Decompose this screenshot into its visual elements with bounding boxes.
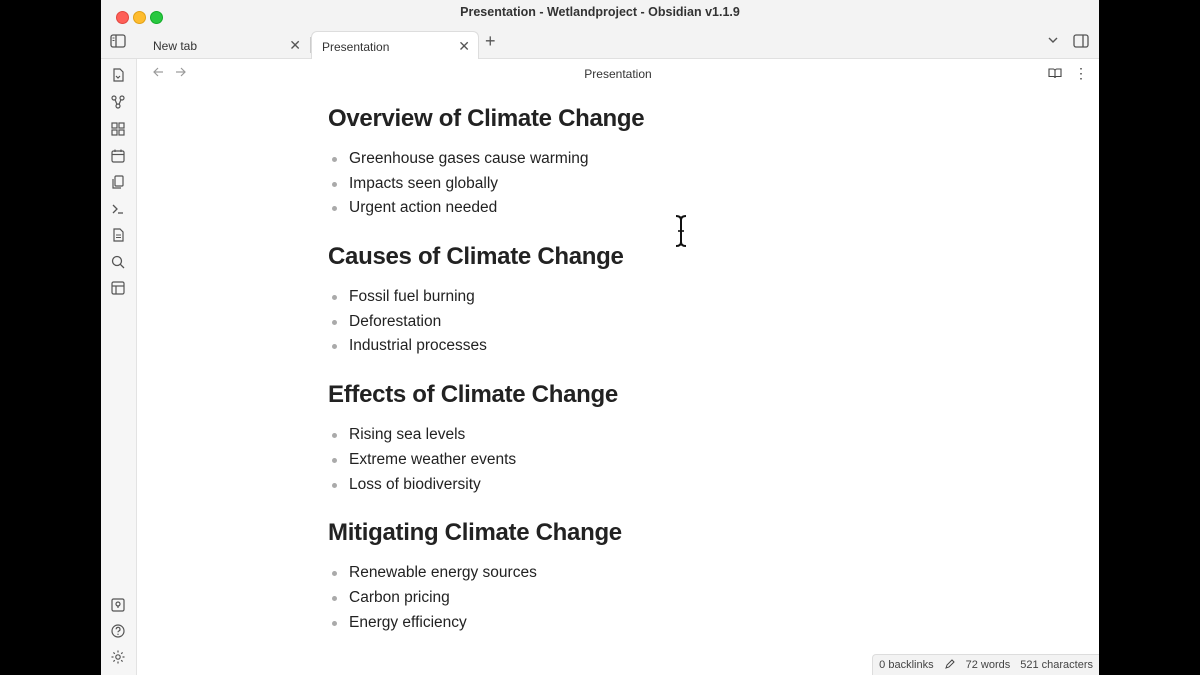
more-options-icon[interactable]: ⋮ xyxy=(1074,65,1088,81)
search-icon[interactable] xyxy=(110,254,126,270)
list-item xyxy=(328,147,928,172)
title-bar xyxy=(101,0,1099,28)
tab-bar xyxy=(101,28,1099,59)
tab-presentation[interactable] xyxy=(311,31,479,59)
pencil-edit-icon[interactable] xyxy=(944,658,956,673)
toggle-right-sidebar-icon[interactable] xyxy=(1073,34,1089,53)
tab-list-chevron-down-icon[interactable] xyxy=(1047,34,1059,49)
list-item-text: Carbon pricing xyxy=(349,588,450,606)
section xyxy=(328,519,928,635)
heading: Causes of Climate Change xyxy=(328,243,624,271)
graph-view-icon[interactable] xyxy=(110,94,126,110)
bullet-dot xyxy=(332,571,337,576)
list-item xyxy=(328,334,928,359)
list-item xyxy=(328,611,928,636)
word-count: 72 words xyxy=(965,659,1011,671)
bullet-list xyxy=(328,147,928,221)
list-item-text: Renewable energy sources xyxy=(349,564,537,582)
command-palette-icon[interactable] xyxy=(110,201,126,217)
list-item-text: Rising sea levels xyxy=(349,426,466,444)
list-item xyxy=(328,561,928,586)
list-item xyxy=(328,586,928,611)
document-content[interactable] xyxy=(328,105,928,657)
navigate-forward-icon[interactable] xyxy=(175,65,187,81)
list-item xyxy=(328,310,928,335)
heading: Overview of Climate Change xyxy=(328,105,645,132)
window-title: Presentation - Wetlandproject - Obsidian v1.1.9 xyxy=(460,5,740,19)
daily-note-icon[interactable] xyxy=(110,148,126,164)
status-bar xyxy=(872,654,1099,675)
view-header-title[interactable]: Presentation xyxy=(584,67,652,81)
bullet-dot xyxy=(332,458,337,463)
list-item-text: Greenhouse gases cause warming xyxy=(349,150,589,167)
list-item xyxy=(328,423,928,448)
open-quick-switcher-icon[interactable] xyxy=(110,67,126,83)
list-item-text: Deforestation xyxy=(349,312,442,330)
section xyxy=(328,381,928,497)
list-item xyxy=(328,285,928,310)
bullet-dot xyxy=(332,182,337,187)
character-count: 521 characters xyxy=(1020,659,1093,671)
view-header xyxy=(137,59,1099,89)
close-tab-icon[interactable]: ✕ xyxy=(458,38,470,54)
tab-label: New tab xyxy=(153,39,198,53)
close-tab-icon[interactable]: ✕ xyxy=(289,37,301,53)
bullet-dot xyxy=(332,157,337,162)
heading: Mitigating Climate Change xyxy=(328,519,622,547)
list-item-text: Loss of biodiversity xyxy=(349,475,481,493)
backlinks-count[interactable]: 0 backlinks xyxy=(879,659,934,671)
left-ribbon xyxy=(101,59,137,675)
bullet-dot xyxy=(332,206,337,211)
heading: Effects of Climate Change xyxy=(328,381,618,409)
list-item-text: Urgent action needed xyxy=(349,199,498,217)
bullet-list xyxy=(328,285,928,359)
list-item xyxy=(328,448,928,473)
bullet-dot xyxy=(332,295,337,300)
navigate-back-icon[interactable] xyxy=(152,65,164,81)
reading-view-book-icon[interactable] xyxy=(1048,66,1062,82)
text-cursor-icon xyxy=(673,214,689,248)
bullet-dot xyxy=(332,621,337,626)
new-tab-plus-icon[interactable]: + xyxy=(485,31,496,51)
tab-new-tab[interactable] xyxy=(143,31,309,58)
slides-icon[interactable] xyxy=(110,280,126,296)
bullet-dot xyxy=(332,483,337,488)
list-item xyxy=(328,172,928,197)
canvas-icon[interactable] xyxy=(110,121,126,137)
list-item-text: Extreme weather events xyxy=(349,450,517,468)
bullet-dot xyxy=(332,320,337,325)
list-item xyxy=(328,473,928,498)
obsidian-window xyxy=(101,0,1099,675)
settings-icon[interactable] xyxy=(110,649,126,665)
templates-icon[interactable] xyxy=(110,174,126,190)
list-item xyxy=(328,196,928,221)
toggle-left-sidebar-icon[interactable] xyxy=(110,34,126,53)
bullet-dot xyxy=(332,344,337,349)
bullet-list xyxy=(328,561,928,635)
list-item-text: Fossil fuel burning xyxy=(349,288,475,306)
help-icon[interactable] xyxy=(110,623,126,639)
list-item-text: Energy efficiency xyxy=(349,613,467,631)
tab-label: Presentation xyxy=(322,40,390,54)
bullet-list xyxy=(328,423,928,497)
section xyxy=(328,243,928,359)
list-item-text: Industrial processes xyxy=(349,337,487,355)
section xyxy=(328,105,928,221)
bullet-dot xyxy=(332,433,337,438)
file-icon[interactable] xyxy=(110,227,126,243)
bullet-dot xyxy=(332,596,337,601)
list-item-text: Impacts seen globally xyxy=(349,174,499,192)
vault-icon[interactable] xyxy=(110,597,126,613)
